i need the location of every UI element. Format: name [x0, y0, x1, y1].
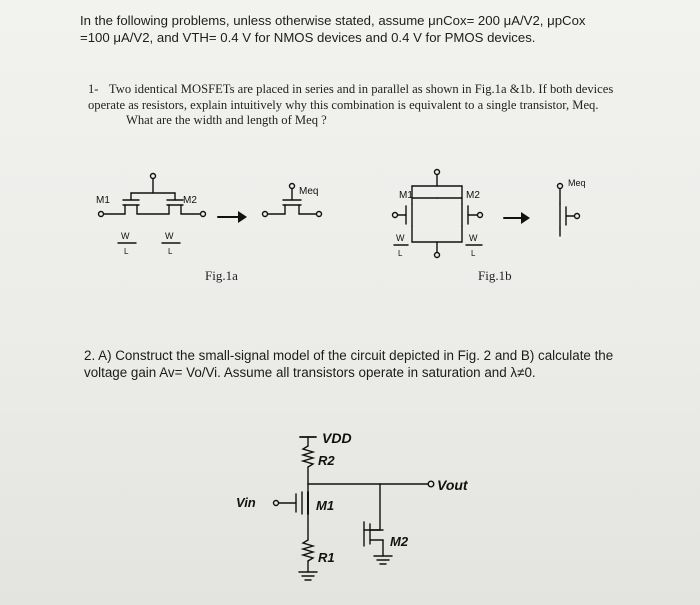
fig1b-w1-label: W [396, 233, 405, 243]
fig1a-series-circuit [99, 174, 206, 244]
problem-1-number: 1- [88, 82, 99, 96]
fig1a-caption: Fig.1a [205, 268, 238, 283]
fig2-vdd-label: VDD [322, 430, 352, 446]
fig1a-l2-label: L [168, 247, 173, 256]
fig1b-w2-label: W [469, 233, 478, 243]
intro-line-2: =100 μA/V2, and VTH= 0.4 V for NMOS devices and 0.4 V for PMOS devices. [80, 30, 536, 45]
problem-1-text: Two identical MOSFETs are placed in series and in parallel as shown in Fig.1a &1b. If both devices operate as resistors, explain intuitively why this combination is equivalent to a single transistor, Meq. [88, 82, 614, 112]
fig2-amplifier-circuit [274, 437, 434, 580]
fig1a-w2-label: W [165, 231, 174, 241]
fig1b-meq-label: Meq [568, 178, 586, 188]
fig1b-meq [558, 184, 580, 237]
fig2-m2-label: M2 [390, 534, 409, 549]
fig2-vout-label: Vout [437, 477, 468, 493]
fig1b-m1-label: M1 [399, 190, 413, 201]
fig1a-m2-label: M2 [183, 195, 197, 206]
fig1b-l1-label: L [398, 249, 403, 258]
fig1a-m1-label: M1 [96, 195, 110, 206]
fig1b-m2-label: M2 [466, 190, 480, 201]
fig1a-w1-label: W [121, 231, 130, 241]
fig2-r1-label: R1 [318, 550, 335, 565]
intro-line-1: In the following problems, unless otherwise stated, assume μnCox= 200 μA/V2, μpCox [80, 13, 586, 28]
fig1a-meq-label: Meq [299, 186, 319, 197]
fig2-vin-label: Vin [236, 495, 256, 510]
problem-2: 2. A) Construct the small-signal model of the circuit depicted in Fig. 2 and B) calculate the voltage gain Av= Vo/Vi. Assume all transistors operate in saturation and λ≠0. [84, 348, 614, 380]
fig2-m1-label: M1 [316, 498, 335, 513]
fig1a-l1-label: L [124, 247, 129, 256]
problem-1-question: What are the width and length of Meq ? [126, 113, 327, 127]
fig1b-caption: Fig.1b [478, 268, 512, 283]
fig2-r2-label: R2 [318, 453, 335, 468]
fig1b-parallel-circuit [393, 170, 483, 258]
fig1b-l2-label: L [471, 249, 476, 258]
